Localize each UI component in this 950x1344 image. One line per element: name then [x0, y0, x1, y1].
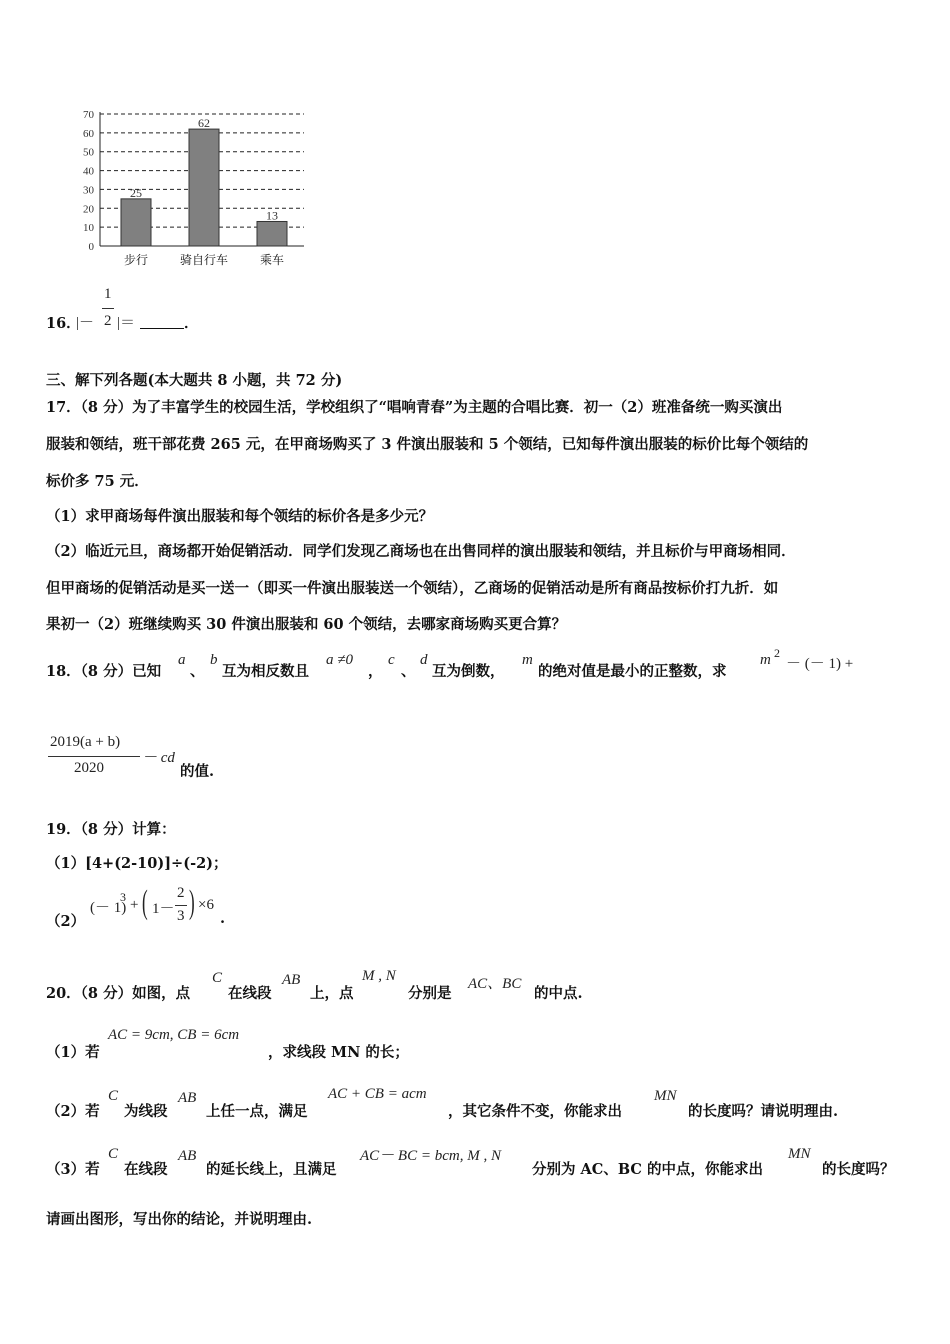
q20-p3-math: AC－ BC = bcm, M , N — [360, 1148, 501, 1164]
data-label: 25 — [130, 185, 142, 200]
q18-frac-bar — [48, 756, 140, 757]
q19-paren-open: ( — [142, 884, 148, 921]
q20-p2-c-text: 上任一点，满足 — [206, 1103, 308, 1120]
q20-p3-e: 的长度吗？ — [822, 1161, 895, 1178]
q16-answer-blank[interactable] — [140, 314, 184, 333]
bar — [121, 199, 151, 246]
q20-p2-b: 为线段 — [124, 1103, 168, 1120]
q20-text2: 在线段 — [228, 985, 272, 1002]
y-tick-label: 70 — [83, 109, 94, 121]
x-tick-label: 乘车 — [259, 253, 285, 267]
q20-p3-mn: MN — [788, 1146, 811, 1162]
q18-var-c: c — [388, 652, 395, 668]
q19-base: (－ 1) — [90, 900, 127, 916]
q20-p1-a: （1）若 — [46, 1044, 100, 1061]
q20-p3-c-text: 的延长线上，且满足 — [206, 1161, 337, 1178]
q18-var-b: b — [210, 652, 218, 668]
q18-var-d: d — [420, 652, 428, 668]
q19-frac-den: 3 — [177, 908, 185, 924]
y-tick-label: 60 — [83, 127, 94, 140]
q18-condition: a ≠0 — [326, 652, 353, 668]
q18-comma: ， — [368, 663, 383, 680]
q18-text4: 的绝对值是最小的正整数，求 — [538, 663, 727, 680]
q20-p3-c: C — [108, 1146, 119, 1162]
q18-var-a: a — [178, 652, 186, 668]
q19-times: ×6 — [198, 897, 214, 913]
q16-suffix: |＝ — [117, 315, 136, 331]
q20-p1-b: ，求线段 MN 的长； — [268, 1044, 409, 1061]
q20-text5: 的中点. — [534, 985, 583, 1002]
q18-text2: 互为相反数且 — [222, 663, 309, 680]
y-tick-label: 0 — [88, 241, 94, 253]
q19-frac-bar — [175, 905, 187, 906]
q18-frac-num: 2019(a + b) — [50, 734, 121, 750]
q20-p3-d: 分别为 AC、BC 的中点，你能求出 — [532, 1161, 763, 1178]
q16-prefix: |－ — [76, 315, 95, 331]
q20-p2-c: C — [108, 1088, 119, 1104]
data-label: 62 — [198, 116, 210, 131]
q19-title: 19．（8 分）计算： — [46, 821, 176, 838]
x-tick-label: 骑自行车 — [179, 253, 229, 267]
q20-intro: 20．（8 分）如图，点 — [46, 985, 191, 1002]
q20-p1-math: AC = 9cm, CB = 6cm — [108, 1027, 240, 1043]
bar-chart — [60, 100, 320, 280]
q16-num: 16． — [46, 315, 81, 332]
q19-end: . — [220, 910, 226, 927]
q20-p2-a: （2）若 — [46, 1103, 100, 1120]
q20-segment-ab: AB — [282, 972, 301, 988]
y-tick-label: 10 — [83, 222, 94, 235]
q20-p3-ab: AB — [178, 1148, 197, 1164]
y-tick-label: 50 — [83, 146, 94, 159]
q17-line2: 服装和领结，班干部花费 265 元，在甲商场购买了 3 件演出服装和 5 个领结，已知每件演出服装的标价比每个领结的 — [46, 436, 809, 453]
q18-expr-cd: － cd — [142, 750, 175, 766]
q20-p3-f: 请画出图形，写出你的结论，并说明理由. — [46, 1211, 313, 1228]
q20-p3-a: （3）若 — [46, 1161, 100, 1178]
q20-text4: 分别是 — [408, 985, 452, 1002]
q18-expr-m: m — [760, 652, 771, 668]
q20-p3-b: 在线段 — [124, 1161, 168, 1178]
q17-part2-line2: 但甲商场的促销活动是买一送一（即买一件演出服装送一个领结），乙商场的促销活动是所有商品按标价打九折．如 — [46, 580, 779, 597]
bar — [189, 129, 219, 246]
q20-p2-e: 的长度吗？请说明理由. — [688, 1103, 839, 1120]
q19-part2: （2） — [46, 913, 86, 930]
q16-frac-num: 1 — [104, 286, 112, 302]
q20-p2-mn: MN — [654, 1088, 677, 1104]
q18-text3: 互为倒数， — [432, 663, 505, 680]
x-tick-label: 步行 — [123, 253, 149, 267]
q18-frac-den: 2020 — [74, 760, 104, 776]
q20-text3: 上，点 — [310, 985, 354, 1002]
y-tick-label: 40 — [83, 165, 94, 178]
q19-paren-close: ) — [189, 884, 195, 921]
q20-point-c: C — [212, 970, 223, 986]
y-tick-label: 20 — [83, 203, 94, 216]
q17-line1: 17．（8 分）为了丰富学生的校园生活，学校组织了“唱响青春”为主题的合唱比赛．初一（2）班准备统一购买演出 — [46, 399, 783, 416]
q19-plus: + — [130, 897, 139, 913]
q19-frac-num: 2 — [177, 885, 185, 901]
q17-part2-line1: （2）临近元旦，商场都开始促销活动．同学们发现乙商场也在出售同样的演出服装和领结，并且标价与甲商场相同． — [46, 543, 796, 560]
q17-part2-line3: 果初一（2）班继续购买 30 件演出服装和 60 个领结，去哪家商场购买更合算？ — [46, 616, 567, 633]
q19-inner: 1－ — [152, 901, 175, 917]
data-label: 13 — [266, 208, 278, 223]
q20-p2-ab: AB — [178, 1090, 197, 1106]
q18-sep2: 、 — [401, 663, 416, 680]
q18-intro: 18．（8 分）已知 — [46, 663, 162, 680]
q20-p2-d: ，其它条件不变，你能求出 — [448, 1103, 622, 1120]
q18-expr-exp: 2 — [774, 646, 780, 660]
q20-points-mn: M , N — [362, 968, 396, 984]
q20-ac-bc: AC、BC — [468, 976, 522, 992]
q16-end: ． — [184, 315, 199, 332]
y-tick-label: 30 — [83, 184, 94, 197]
q18-sep1: 、 — [190, 663, 205, 680]
q17-line3: 标价多 75 元． — [46, 473, 149, 490]
q17-part1: （1）求甲商场每件演出服装和每个领结的标价各是多少元？ — [46, 508, 434, 525]
q16-frac-den: 2 — [104, 313, 112, 329]
q18-expr-rest: － (－ 1) + — [786, 656, 854, 672]
q19-exp: 3 — [120, 890, 126, 904]
q20-p2-math: AC + CB = acm — [328, 1086, 427, 1102]
bar — [257, 221, 287, 246]
section-title: 三、解下列各题(本大题共 8 小题，共 72 分) — [46, 372, 343, 389]
q16-frac-bar — [102, 308, 114, 309]
q18-end: 的值. — [180, 763, 215, 780]
q19-part1: （1）[4+(2-10)]÷(-2)； — [46, 855, 228, 872]
q18-var-m: m — [522, 652, 533, 668]
